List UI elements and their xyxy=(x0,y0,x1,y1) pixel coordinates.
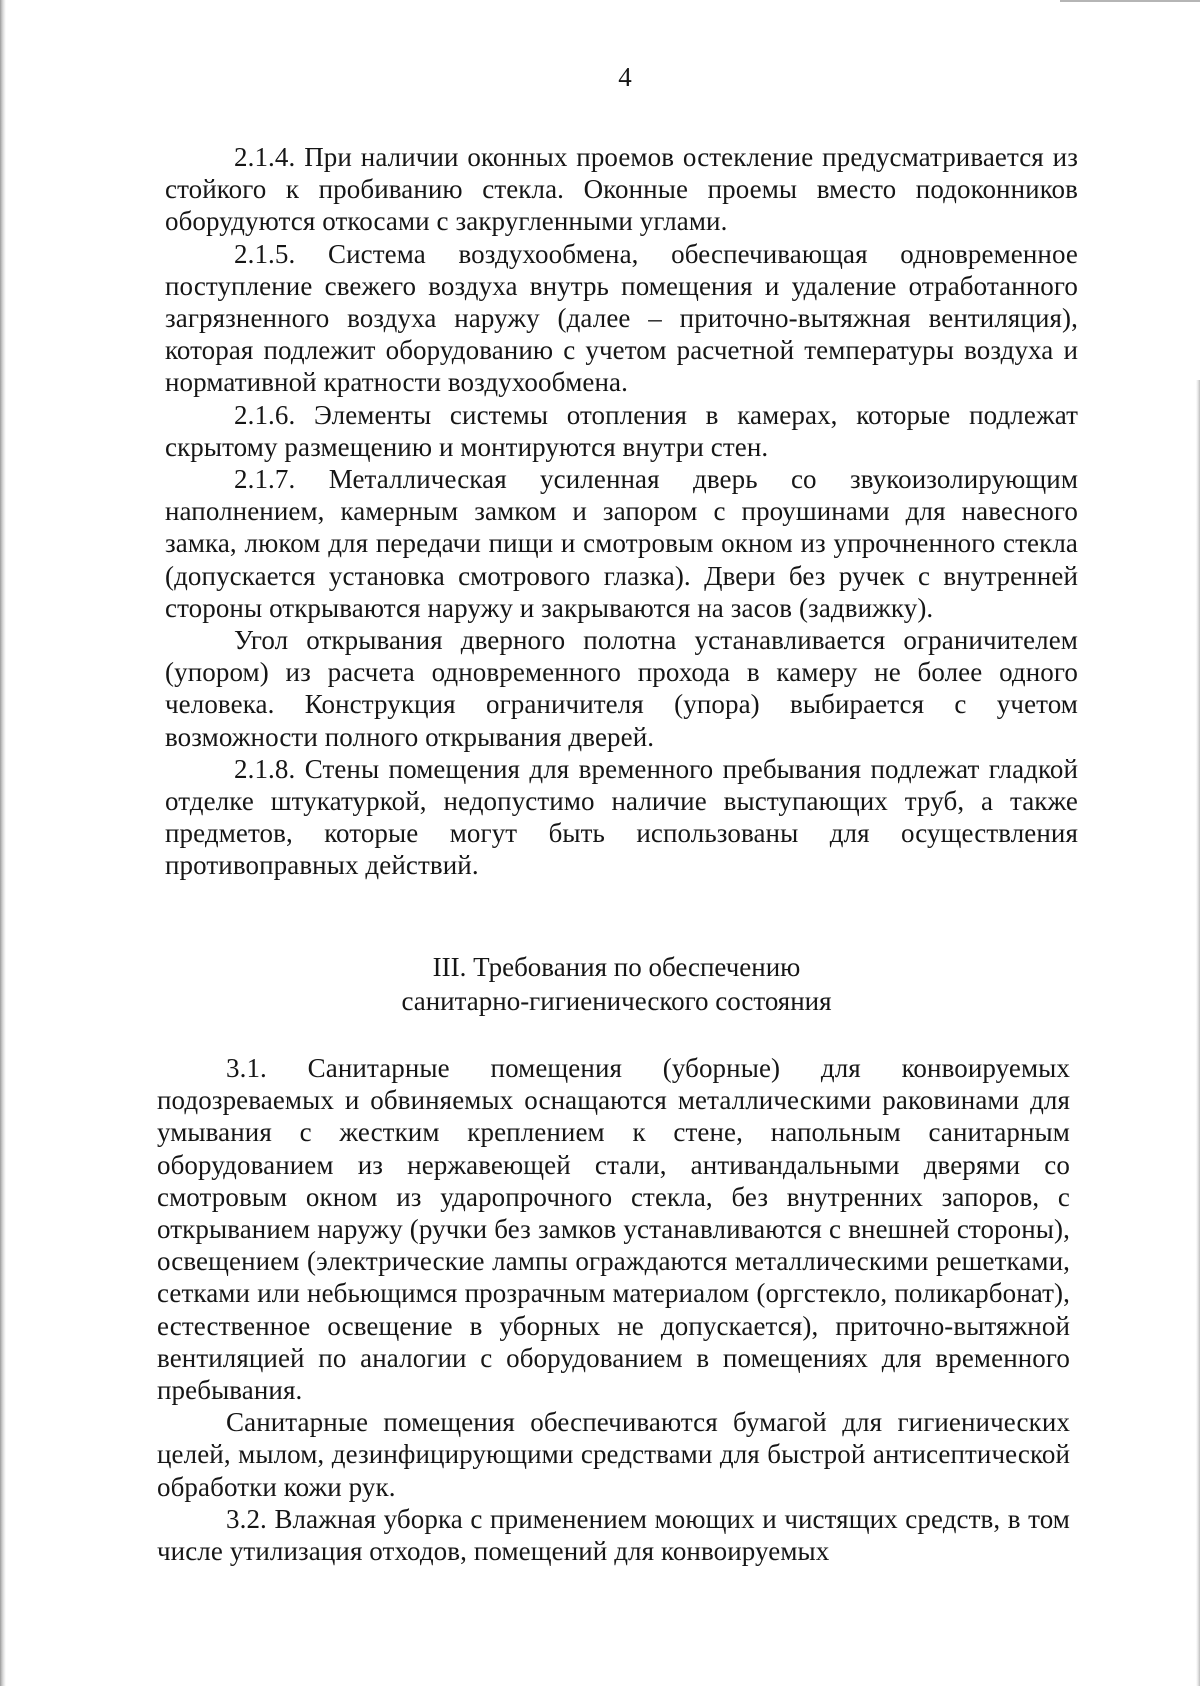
section-heading xyxy=(160,950,1073,1018)
scan-edge-right xyxy=(1196,380,1200,1686)
page-number: 4 xyxy=(618,62,632,92)
scan-edge-top xyxy=(1060,0,1200,2)
paragraph-2-1-7: 2.1.7. Металлическая усиленная дверь со звукоизолирующим наполнением, камерным замком и запором с проушинами для навесного замка, люком для передачи пищи и смотровым окном из упрочненного стекла (допускается установка смотрового глазка). Двери без ручек с внутренней стороны открываются наружу и закрываются на засов (задвижку). xyxy=(165,464,1078,623)
scan-edge-left xyxy=(0,0,6,1686)
paragraph-2-1-4: 2.1.4. При наличии оконных проемов остекление предусматривается из стойкого к пробиванию стекла. Оконные проемы вместо подоконников оборудуются откосами с закругленными углами. xyxy=(165,142,1078,237)
paragraph-sanitary-supplies: Санитарные помещения обеспечиваются бумагой для гигиенических целей, мылом, дезинфицирующими средствами для быстрой антисептической обработки кожи рук. xyxy=(157,1407,1070,1502)
paragraph-3-2: 3.2. Влажная уборка с применением моющих и чистящих средств, в том числе утилизация отходов, помещений для конвоируемых xyxy=(157,1503,1070,1567)
section-heading-line-1: III. Требования по обеспечению xyxy=(432,952,801,982)
body-text-bottom xyxy=(157,1052,1070,1567)
paragraph-2-1-8: 2.1.8. Стены помещения для временного пребывания подлежат гладкой отделке штукатуркой, недопустимо наличие выступающих труб, а также предметов, которые могут быть использованы для осуществления противоправных действий. xyxy=(165,753,1078,881)
paragraph-2-1-6: 2.1.6. Элементы системы отопления в камерах, которые подлежат скрытому размещению и монтируются внутри стен. xyxy=(165,399,1078,462)
section-heading-line-2: санитарно-гигиенического состояния xyxy=(401,986,832,1016)
body-text-top xyxy=(165,141,1078,882)
paragraph-2-1-5: 2.1.5. Система воздухообмена, обеспечивающая одновременное поступление свежего воздуха внутрь помещения и удаление отработанного загрязненного воздуха наружу (далее – приточно-вытяжная вентиляция), которая подлежит оборудованию с учетом расчетной температуры воздуха и нормативной кратности воздухообмена. xyxy=(165,238,1078,398)
paragraph-door-angle: Угол открывания дверного полотна устанавливается ограничителем (упором) из расчета одновременного прохода в камеру не более одного человека. Конструкция ограничителя (упора) выбирается с учетом возможности полного открывания дверей. xyxy=(165,625,1078,752)
paragraph-3-1: 3.1. Санитарные помещения (уборные) для конвоируемых подозреваемых и обвиняемых оснащаются металлическими раковинами для умывания с жестким креплением к стене, напольным санитарным оборудованием из нержавеющей стали, антивандальными дверями со смотровым окном из ударопрочного стекла, без внутренних запоров, с открыванием наружу (ручки без замков устанавливаются с внешней стороны), освещением (электрические лампы ограждаются металлическими решетками, сетками или небьющимся прозрачным материалом (оргстекло, поликарбонат), естественное освещение в уборных не допускается), приточно-вытяжной вентиляцией по аналогии с оборудованием в помещениях для временного пребывания. xyxy=(157,1053,1070,1406)
